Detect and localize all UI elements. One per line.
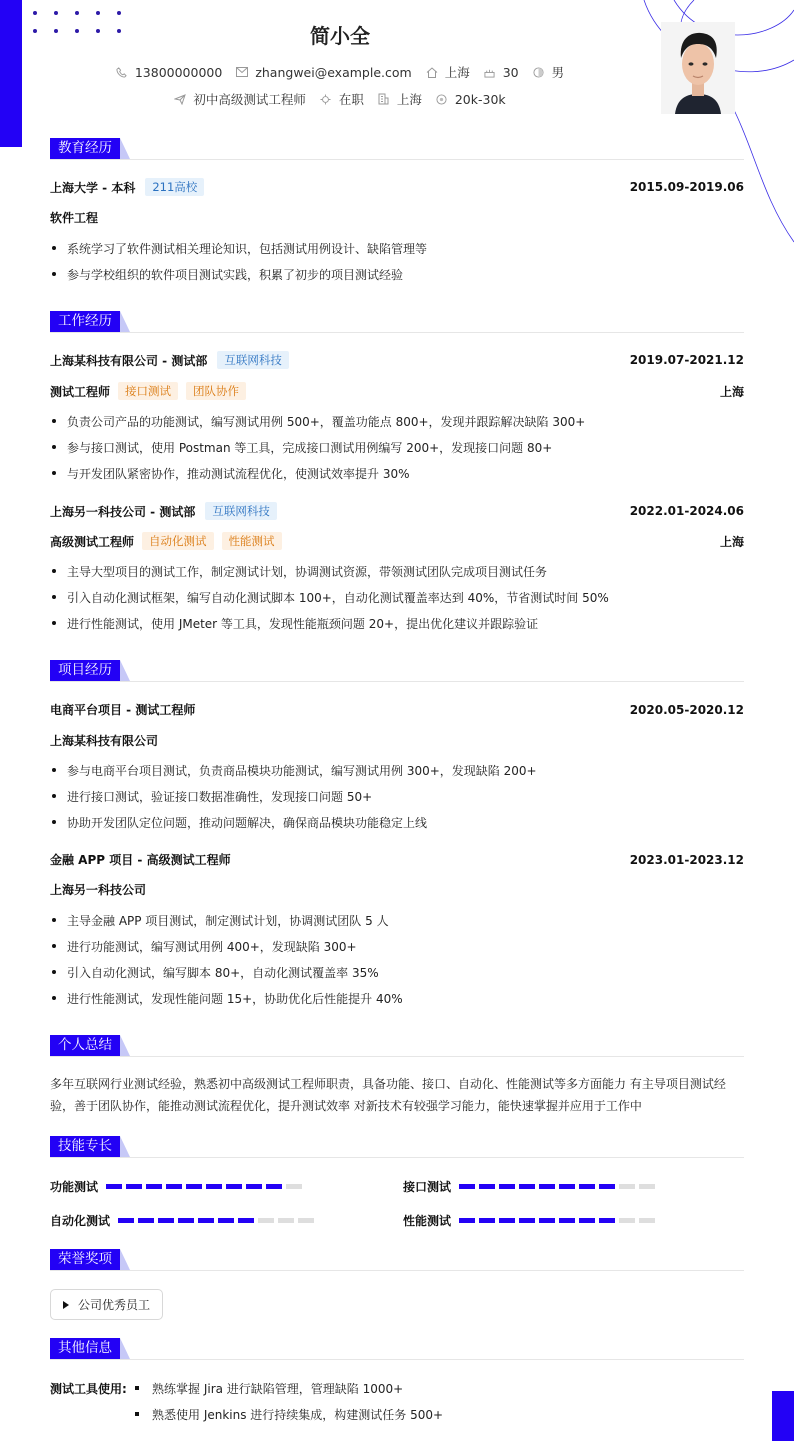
skill-level-segment (619, 1218, 635, 1223)
skill-level-segment (258, 1218, 274, 1223)
section-title-awards: 荣誉奖项 (50, 1249, 120, 1270)
skill-level-bar (106, 1184, 306, 1189)
skill-level-segment (579, 1218, 595, 1223)
position-item (174, 90, 306, 108)
section-awards (50, 1249, 744, 1273)
work-city-item (378, 90, 422, 108)
work-header-2 (50, 502, 744, 520)
skill-level-segment (599, 1184, 615, 1189)
skill-level-segment (178, 1218, 194, 1223)
skill-item (403, 1178, 659, 1195)
skill-item (50, 1178, 306, 1195)
company-name: 上海某科技有限公司 - 测试部 (50, 353, 208, 368)
skill-name: 功能测试 (50, 1180, 99, 1194)
list-item: 熟悉使用 Jenkins 进行持续集成，构建测试任务 500+ (135, 1406, 443, 1423)
phone-item (116, 65, 222, 80)
phone-icon (116, 66, 128, 78)
work-location: 上海 (719, 534, 744, 549)
project-date: 2023.01-2023.12 (629, 852, 744, 867)
gender-text: 男 (551, 65, 565, 80)
status-item (320, 90, 364, 108)
work-role-2 (50, 532, 744, 550)
skill-name: 性能测试 (403, 1214, 452, 1228)
skill-level-segment (539, 1218, 555, 1223)
other-label: 测试工具使用: (50, 1382, 127, 1396)
salary-item (436, 92, 506, 107)
section-projects (50, 660, 744, 684)
school-tag: 211高校 (145, 178, 204, 196)
skill-level-segment (519, 1184, 535, 1189)
summary-text (50, 1073, 744, 1117)
list-item: 参与学校组织的软件项目测试实践，积累了初步的项目测试经验 (50, 266, 744, 283)
section-education (50, 138, 744, 162)
play-icon (63, 1301, 69, 1309)
accent-bar-right (772, 1391, 794, 1441)
status-icon (320, 93, 332, 105)
section-title-projects: 项目经历 (50, 660, 120, 681)
list-item: 主导大型项目的测试工作，制定测试计划，协调测试资源，带领测试团队完成项目测试任务 (50, 563, 744, 580)
section-other (50, 1338, 744, 1362)
project-company-2 (50, 881, 744, 898)
major-text: 软件工程 (50, 211, 99, 225)
skill-name: 接口测试 (403, 1180, 452, 1194)
skill-level-segment (158, 1218, 174, 1223)
summary-line: 验，善于团队协作，能推动测试流程优化，提升测试效率 对新技术有较强学习能力，能快速掌握并应用于工作中 (50, 1099, 642, 1113)
project-date: 2020.05-2020.12 (629, 702, 744, 717)
skill-level-segment (599, 1218, 615, 1223)
skill-level-segment (499, 1184, 515, 1189)
skill-level-segment (106, 1184, 122, 1189)
work-role-1 (50, 382, 744, 400)
list-item: 参与接口测试，使用 Postman 等工具，完成接口测试用例编写 200+，发现接口问题 80+ (50, 439, 744, 456)
role-text: 测试工程师 (50, 384, 111, 399)
age-icon (484, 66, 496, 78)
position-text: 初中高级测试工程师 (193, 92, 306, 107)
skill-level-bar (459, 1218, 659, 1223)
section-title-summary: 个人总结 (50, 1035, 120, 1056)
salary-icon (436, 93, 448, 105)
award-text: 公司优秀员工 (78, 1298, 151, 1312)
role-text: 高级测试工程师 (50, 534, 135, 549)
list-item: 进行性能测试，发现性能问题 15+，协助优化后性能提升 40% (50, 990, 744, 1007)
skill-level-segment (238, 1218, 254, 1223)
project-title: 电商平台项目 - 测试工程师 (50, 703, 196, 717)
list-item: 引入自动化测试，编写脚本 80+，自动化测试覆盖率 35% (50, 964, 744, 981)
list-item: 进行接口测试，验证接口数据准确性，发现接口问题 50+ (50, 788, 744, 805)
skill-tag: 性能测试 (222, 532, 282, 550)
skill-item (50, 1212, 318, 1229)
education-major (50, 209, 744, 226)
list-item: 引入自动化测试框架，编写自动化测试脚本 100+，自动化测试覆盖率达到 40%，节省测试时间 50% (50, 589, 744, 606)
job-intent-row (0, 90, 680, 108)
skill-level-segment (459, 1218, 475, 1223)
skill-level-segment (539, 1184, 555, 1189)
skill-level-segment (226, 1184, 242, 1189)
section-title-other: 其他信息 (50, 1338, 120, 1359)
skill-level-segment (138, 1218, 154, 1223)
skill-level-segment (459, 1184, 475, 1189)
section-title-skills: 技能专长 (50, 1136, 120, 1157)
email-text: zhangwei@example.com (255, 64, 412, 80)
skill-level-segment (206, 1184, 222, 1189)
skill-level-segment (118, 1218, 134, 1223)
skill-level-segment (639, 1184, 655, 1189)
status-text: 在职 (338, 92, 364, 107)
project-company: 上海另一科技公司 (50, 883, 147, 897)
section-title-work: 工作经历 (50, 311, 120, 332)
list-item: 熟练掌握 Jira 进行缺陷管理，管理缺陷 1000+ (135, 1380, 403, 1397)
skill-level-bar (459, 1184, 659, 1189)
work-header-1 (50, 351, 744, 369)
skill-level-segment (246, 1184, 262, 1189)
list-item: 负责公司产品的功能测试，编写测试用例 500+，覆盖功能点 800+，发现并跟踪解决缺陷 300+ (50, 413, 744, 430)
email-item (236, 65, 411, 80)
age-item (484, 65, 519, 80)
skill-level-segment (266, 1184, 282, 1189)
work-location: 上海 (719, 384, 744, 399)
skill-level-bar (118, 1218, 318, 1223)
industry-tag: 互联网科技 (205, 502, 277, 520)
city-text: 上海 (444, 65, 470, 80)
gender-icon (533, 66, 545, 78)
skill-level-segment (519, 1218, 535, 1223)
salary-text: 20k-30k (454, 91, 506, 107)
skill-level-segment (479, 1218, 495, 1223)
phone-text: 13800000000 (134, 64, 223, 80)
section-summary (50, 1035, 744, 1059)
skill-level-segment (218, 1218, 234, 1223)
skill-item (403, 1212, 659, 1229)
contact-row (0, 63, 680, 81)
list-item: 进行性能测试，使用 JMeter 等工具，发现性能瓶颈问题 20+，提出优化建议并跟踪验证 (50, 615, 744, 632)
skill-level-segment (166, 1184, 182, 1189)
skill-level-segment (479, 1184, 495, 1189)
skill-level-segment (559, 1218, 575, 1223)
skill-level-segment (278, 1218, 294, 1223)
section-work (50, 311, 744, 335)
project-header-2 (50, 851, 744, 868)
project-title: 金融 APP 项目 - 高级测试工程师 (50, 853, 231, 867)
school-name: 上海大学 - 本科 (50, 180, 136, 195)
city-item (426, 63, 470, 81)
project-header-1 (50, 701, 744, 718)
skill-level-segment (639, 1218, 655, 1223)
skill-level-segment (559, 1184, 575, 1189)
list-item: 系统学习了软件测试相关理论知识，包括测试用例设计、缺陷管理等 (50, 240, 744, 257)
project-company: 上海某科技有限公司 (50, 734, 159, 748)
skill-level-segment (186, 1184, 202, 1189)
skill-tag: 接口测试 (118, 382, 178, 400)
summary-line: 多年互联网行业测试经验，熟悉初中高级测试工程师职责，具备功能、接口、自动化、性能测试等多方面能力 有主导项目测试经 (50, 1077, 726, 1091)
list-item: 协助开发团队定位问题，推动问题解决，确保商品模块功能稳定上线 (50, 814, 744, 831)
candidate-name: 简小全 (310, 24, 370, 48)
project-company-1 (50, 732, 744, 749)
company-name: 上海另一科技公司 - 测试部 (50, 504, 196, 519)
skill-level-segment (499, 1218, 515, 1223)
list-item: 参与电商平台项目测试，负责商品模块功能测试，编写测试用例 300+，发现缺陷 200+ (50, 762, 744, 779)
work-city-text: 上海 (396, 92, 422, 107)
education-header (50, 178, 744, 196)
gender-item (533, 63, 565, 81)
award-item[interactable] (50, 1289, 163, 1320)
skill-name: 自动化测试 (50, 1214, 111, 1228)
skill-tag: 自动化测试 (142, 532, 214, 550)
list-item: 与开发团队紧密协作，推动测试流程优化，使测试效率提升 30% (50, 465, 744, 482)
list-item: 主导金融 APP 项目测试，制定测试计划，协调测试团队 5 人 (50, 912, 744, 929)
age-text: 30 (502, 64, 519, 80)
skill-level-segment (298, 1218, 314, 1223)
skill-level-segment (579, 1184, 595, 1189)
work-date: 2019.07-2021.12 (629, 353, 744, 367)
skill-level-segment (619, 1184, 635, 1189)
building-icon (378, 93, 390, 105)
skill-level-segment (198, 1218, 214, 1223)
education-date: 2015.09-2019.06 (629, 180, 744, 194)
list-item: 进行功能测试，编写测试用例 400+，发现缺陷 300+ (50, 938, 744, 955)
skill-level-segment (126, 1184, 142, 1189)
home-icon (426, 66, 438, 78)
section-skills (50, 1136, 744, 1160)
mail-icon (236, 66, 248, 78)
send-icon (174, 93, 186, 105)
skill-level-segment (286, 1184, 302, 1189)
skill-level-segment (146, 1184, 162, 1189)
industry-tag: 互联网科技 (217, 351, 289, 369)
skill-tag: 团队协作 (186, 382, 246, 400)
work-date: 2022.01-2024.06 (629, 504, 744, 518)
section-title-education: 教育经历 (50, 138, 120, 159)
